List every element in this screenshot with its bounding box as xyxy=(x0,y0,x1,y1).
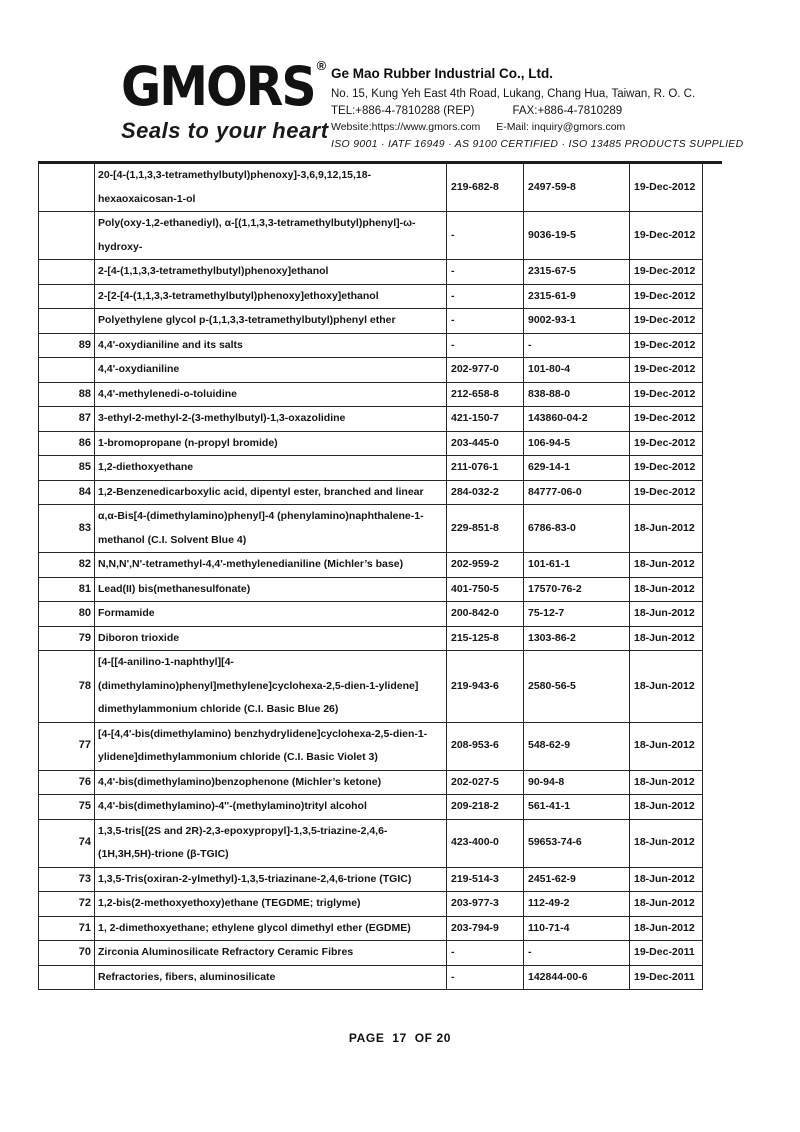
ec-number-cell: - xyxy=(447,309,524,333)
inclusion-date-cell: 18-Jun-2012 xyxy=(634,739,695,752)
table-row xyxy=(39,820,702,868)
table-row xyxy=(39,358,702,383)
ec-number-cell: 229-851-8 xyxy=(447,505,524,552)
substance-name-cell: 1, 2-dimethoxyethane; ethylene glycol dimethyl ether (EGDME) xyxy=(95,917,447,941)
substance-name-cell: 4,4'-oxydianiline and its salts xyxy=(95,334,447,358)
entry-number-cell: 72 xyxy=(39,892,95,916)
cas-number-cell: 17570-76-2 xyxy=(524,578,630,602)
gmors-logo-text: GMORS xyxy=(121,55,315,119)
cas-number-cell: 59653-74-6 xyxy=(524,820,630,867)
inclusion-date-cell: 19-Dec-2011 xyxy=(634,946,695,958)
cas-number-cell: 9002-93-1 xyxy=(524,309,630,333)
table-row xyxy=(39,212,702,260)
cas-number-cell: 75-12-7 xyxy=(524,602,630,626)
cas-number-cell: 2315-67-5 xyxy=(524,260,630,284)
ec-number-cell: 401-750-5 xyxy=(447,578,524,602)
inclusion-date-cell: 19-Dec-2012 xyxy=(634,228,696,241)
table-row xyxy=(39,966,702,990)
table-row xyxy=(39,334,702,359)
ec-number-cell: - xyxy=(447,941,524,965)
substance-name-cell: 1-bromopropane (n-propyl bromide) xyxy=(95,432,447,456)
ec-number-cell: 284-032-2 xyxy=(447,481,524,505)
cas-number-cell: 2315-61-9 xyxy=(524,285,630,309)
ec-number-cell: - xyxy=(447,285,524,309)
inclusion-date-cell: 18-Jun-2012 xyxy=(634,582,695,595)
table-row xyxy=(39,651,702,723)
inclusion-date-cell: 18-Jun-2012 xyxy=(634,521,695,534)
substance-name-cell: [4-[[4-anilino-1-naphthyl][4-(dimethylamino)phenyl]methylene]cyclohexa-2,5-dien-1-ylidene] dimethylammonium chloride (C.I. Basic Blue 26) xyxy=(95,651,447,722)
table-row xyxy=(39,602,702,627)
table-row xyxy=(39,164,702,212)
ec-number-cell: - xyxy=(447,966,524,990)
entry-number-cell: 70 xyxy=(39,941,95,965)
inclusion-date-cell: 19-Dec-2012 xyxy=(634,180,696,193)
entry-number-cell: 87 xyxy=(39,407,95,431)
ec-number-cell: 202-959-2 xyxy=(447,553,524,577)
cas-number-cell: 101-61-1 xyxy=(524,553,630,577)
ec-number-cell: 203-977-3 xyxy=(447,892,524,916)
inclusion-date-cell: 18-Jun-2012 xyxy=(634,897,695,909)
cas-number-cell: 2497-59-8 xyxy=(524,164,630,211)
company-fax: FAX:+886-4-7810289 xyxy=(512,105,623,117)
table-row xyxy=(39,285,702,310)
cas-number-cell: 101-80-4 xyxy=(524,358,630,382)
entry-number-cell: 88 xyxy=(39,383,95,407)
ec-number-cell: - xyxy=(447,334,524,358)
table-row xyxy=(39,771,702,796)
substance-name-cell: 4,4'-bis(dimethylamino)benzophenone (Michler’s ketone) xyxy=(95,771,447,795)
substance-name-cell: 4,4'-methylenedi-o-toluidine xyxy=(95,383,447,407)
cas-number-cell: 84777-06-0 xyxy=(524,481,630,505)
inclusion-date-cell: 19-Dec-2012 xyxy=(634,265,696,277)
table-row xyxy=(39,941,702,966)
inclusion-date-cell: 19-Dec-2012 xyxy=(634,289,696,302)
entry-number-cell: 80 xyxy=(39,602,95,626)
inclusion-date-cell: 18-Jun-2012 xyxy=(634,679,695,692)
entry-number-cell: 78 xyxy=(39,651,95,722)
entry-number-cell xyxy=(39,212,95,259)
svhc-substances-table xyxy=(38,164,703,990)
inclusion-date-cell: 19-Dec-2012 xyxy=(634,461,696,473)
table-row xyxy=(39,578,702,603)
entry-number-cell xyxy=(39,966,95,990)
company-email: E-Mail: inquiry@gmors.com xyxy=(496,121,626,133)
substance-name-cell: Formamide xyxy=(95,602,447,626)
entry-number-cell: 82 xyxy=(39,553,95,577)
cas-number-cell: 106-94-5 xyxy=(524,432,630,456)
substance-name-cell: Diboron trioxide xyxy=(95,627,447,651)
table-row xyxy=(39,260,702,285)
inclusion-date-cell: 18-Jun-2012 xyxy=(634,872,695,885)
substance-name-cell: Polyethylene glycol p-(1,1,3,3-tetramethylbutyl)phenyl ether xyxy=(95,309,447,333)
inclusion-date-cell: 19-Dec-2012 xyxy=(634,314,696,326)
table-row xyxy=(39,456,702,481)
company-address: No. 15, Kung Yeh East 4th Road, Lukang, Chang Hua, Taiwan, R. O. C. xyxy=(331,88,696,100)
substance-name-cell: 20-[4-(1,1,3,3-tetramethylbutyl)phenoxy]-3,6,9,12,15,18-hexaoxaicosan-1-ol xyxy=(95,164,447,211)
ec-number-cell: 219-943-6 xyxy=(447,651,524,722)
inclusion-date-cell: 18-Jun-2012 xyxy=(634,607,695,619)
ec-number-cell: 423-400-0 xyxy=(447,820,524,867)
entry-number-cell: 85 xyxy=(39,456,95,480)
cas-number-cell: 561-41-1 xyxy=(524,795,630,819)
cas-number-cell: 838-88-0 xyxy=(524,383,630,407)
web-email-line xyxy=(331,121,771,133)
table-row xyxy=(39,383,702,408)
substance-name-cell: Refractories, fibers, aluminosilicate xyxy=(95,966,447,990)
entry-number-cell xyxy=(39,358,95,382)
table-row xyxy=(39,795,702,820)
table-row xyxy=(39,892,702,917)
company-logo xyxy=(121,55,336,144)
entry-number-cell: 74 xyxy=(39,820,95,867)
cas-number-cell: 629-14-1 xyxy=(524,456,630,480)
cas-number-cell: 112-49-2 xyxy=(524,892,630,916)
substance-name-cell: N,N,N',N'-tetramethyl-4,4'-methylenedianiline (Michler’s base) xyxy=(95,553,447,577)
ec-number-cell: 208-953-6 xyxy=(447,723,524,770)
ec-number-cell: 215-125-8 xyxy=(447,627,524,651)
inclusion-date-cell: 18-Jun-2012 xyxy=(634,921,695,934)
cas-number-cell: 1303-86-2 xyxy=(524,627,630,651)
cas-number-cell: 2451-62-9 xyxy=(524,868,630,892)
substance-name-cell: 4,4'-bis(dimethylamino)-4''-(methylamino)trityl alcohol xyxy=(95,795,447,819)
ec-number-cell: 219-682-8 xyxy=(447,164,524,211)
entry-number-cell: 73 xyxy=(39,868,95,892)
entry-number-cell: 86 xyxy=(39,432,95,456)
cas-number-cell: 6786-83-0 xyxy=(524,505,630,552)
table-row xyxy=(39,868,702,893)
table-row xyxy=(39,553,702,578)
entry-number-cell xyxy=(39,285,95,309)
substance-name-cell: 1,2-Benzenedicarboxylic acid, dipentyl ester, branched and linear xyxy=(95,481,447,505)
substance-name-cell: 1,2-diethoxyethane xyxy=(95,456,447,480)
ec-number-cell: - xyxy=(447,260,524,284)
inclusion-date-cell: 19-Dec-2012 xyxy=(634,363,696,375)
inclusion-date-cell: 19-Dec-2012 xyxy=(634,436,696,449)
cas-number-cell: 548-62-9 xyxy=(524,723,630,770)
tel-fax-line xyxy=(331,105,771,117)
cas-number-cell: - xyxy=(524,941,630,965)
table-row xyxy=(39,309,702,334)
entry-number-cell: 79 xyxy=(39,627,95,651)
ec-number-cell: 202-977-0 xyxy=(447,358,524,382)
cas-number-cell: 2580-56-5 xyxy=(524,651,630,722)
substance-name-cell: Lead(II) bis(methanesulfonate) xyxy=(95,578,447,602)
table-row xyxy=(39,407,702,432)
ec-number-cell: 202-027-5 xyxy=(447,771,524,795)
company-name: Ge Mao Rubber Industrial Co., Ltd. xyxy=(331,66,554,81)
substance-name-cell: 4,4'-oxydianiline xyxy=(95,358,447,382)
inclusion-date-cell: 18-Jun-2012 xyxy=(634,836,695,849)
table-row xyxy=(39,723,702,771)
inclusion-date-cell: 19-Dec-2012 xyxy=(634,387,696,400)
company-tel: TEL:+886-4-7810288 (REP) xyxy=(331,105,475,117)
inclusion-date-cell: 18-Jun-2012 xyxy=(634,631,695,644)
entry-number-cell: 71 xyxy=(39,917,95,941)
entry-number-cell: 89 xyxy=(39,334,95,358)
company-info xyxy=(331,66,771,150)
ec-number-cell: 200-842-0 xyxy=(447,602,524,626)
substance-name-cell: 1,3,5-tris[(2S and 2R)-2,3-epoxypropyl]-1,3,5-triazine-2,4,6-(1H,3H,5H)-trione (β-TGIC) xyxy=(95,820,447,867)
entry-number-cell: 81 xyxy=(39,578,95,602)
table-row xyxy=(39,505,702,553)
entry-number-cell xyxy=(39,309,95,333)
ec-number-cell: 209-218-2 xyxy=(447,795,524,819)
entry-number-cell: 75 xyxy=(39,795,95,819)
inclusion-date-cell: 19-Dec-2012 xyxy=(634,412,696,424)
ec-number-cell: 211-076-1 xyxy=(447,456,524,480)
table-row xyxy=(39,627,702,652)
table-row xyxy=(39,481,702,506)
substance-name-cell: Zirconia Aluminosilicate Refractory Ceramic Fibres xyxy=(95,941,447,965)
substance-name-cell: [4-[4,4'-bis(dimethylamino) benzhydrylidene]cyclohexa-2,5-dien-1-ylidene]dimethylammonium chloride (C.I. Basic Violet 3) xyxy=(95,723,447,770)
substance-name-cell: 1,3,5-Tris(oxiran-2-ylmethyl)-1,3,5-triazinane-2,4,6-trione (TGIC) xyxy=(95,868,447,892)
inclusion-date-cell: 18-Jun-2012 xyxy=(634,800,695,812)
entry-number-cell xyxy=(39,164,95,211)
cas-number-cell: 143860-04-2 xyxy=(524,407,630,431)
ec-number-cell: 212-658-8 xyxy=(447,383,524,407)
substance-name-cell: 3-ethyl-2-methyl-2-(3-methylbutyl)-1,3-oxazolidine xyxy=(95,407,447,431)
ec-number-cell: 421-150-7 xyxy=(447,407,524,431)
cas-number-cell: 142844-00-6 xyxy=(524,966,630,990)
entry-number-cell: 84 xyxy=(39,481,95,505)
table-row xyxy=(39,917,702,942)
entry-number-cell: 83 xyxy=(39,505,95,552)
substance-name-cell: 1,2-bis(2-methoxyethoxy)ethane (TEGDME; triglyme) xyxy=(95,892,447,916)
company-website: Website:https://www.gmors.com xyxy=(331,121,481,133)
inclusion-date-cell: 19-Dec-2012 xyxy=(634,338,696,351)
substance-name-cell: Poly(oxy-1,2-ethanediyl), α-[(1,1,3,3-tetramethylbutyl)phenyl]-ω-hydroxy- xyxy=(95,212,447,259)
cas-number-cell: 90-94-8 xyxy=(524,771,630,795)
inclusion-date-cell: 19-Dec-2011 xyxy=(634,970,695,983)
cas-number-cell: 9036-19-5 xyxy=(524,212,630,259)
certifications-line: ISO 9001 · IATF 16949 · AS 9100 CERTIFIED · ISO 13485 PRODUCTS SUPPLIED xyxy=(331,138,744,150)
ec-number-cell: 203-445-0 xyxy=(447,432,524,456)
logo-tagline: Seals to your heart xyxy=(121,118,329,143)
table-row xyxy=(39,432,702,457)
inclusion-date-cell: 18-Jun-2012 xyxy=(634,558,695,570)
registered-trademark-icon: ® xyxy=(316,58,327,73)
entry-number-cell xyxy=(39,260,95,284)
cas-number-cell: 110-71-4 xyxy=(524,917,630,941)
ec-number-cell: - xyxy=(447,212,524,259)
substance-name-cell: 2-[4-(1,1,3,3-tetramethylbutyl)phenoxy]ethanol xyxy=(95,260,447,284)
inclusion-date-cell: 19-Dec-2012 xyxy=(634,485,696,498)
substance-name-cell: α,α-Bis[4-(dimethylamino)phenyl]-4 (phenylamino)naphthalene-1-methanol (C.I. Solvent Blue 4) xyxy=(95,505,447,552)
entry-number-cell: 76 xyxy=(39,771,95,795)
ec-number-cell: 203-794-9 xyxy=(447,917,524,941)
inclusion-date-cell: 18-Jun-2012 xyxy=(634,775,695,788)
substance-name-cell: 2-[2-[4-(1,1,3,3-tetramethylbutyl)phenoxy]ethoxy]ethanol xyxy=(95,285,447,309)
ec-number-cell: 219-514-3 xyxy=(447,868,524,892)
page-number: PAGE 17 OF 20 xyxy=(348,1031,452,1045)
entry-number-cell: 77 xyxy=(39,723,95,770)
cas-number-cell: - xyxy=(524,334,630,358)
